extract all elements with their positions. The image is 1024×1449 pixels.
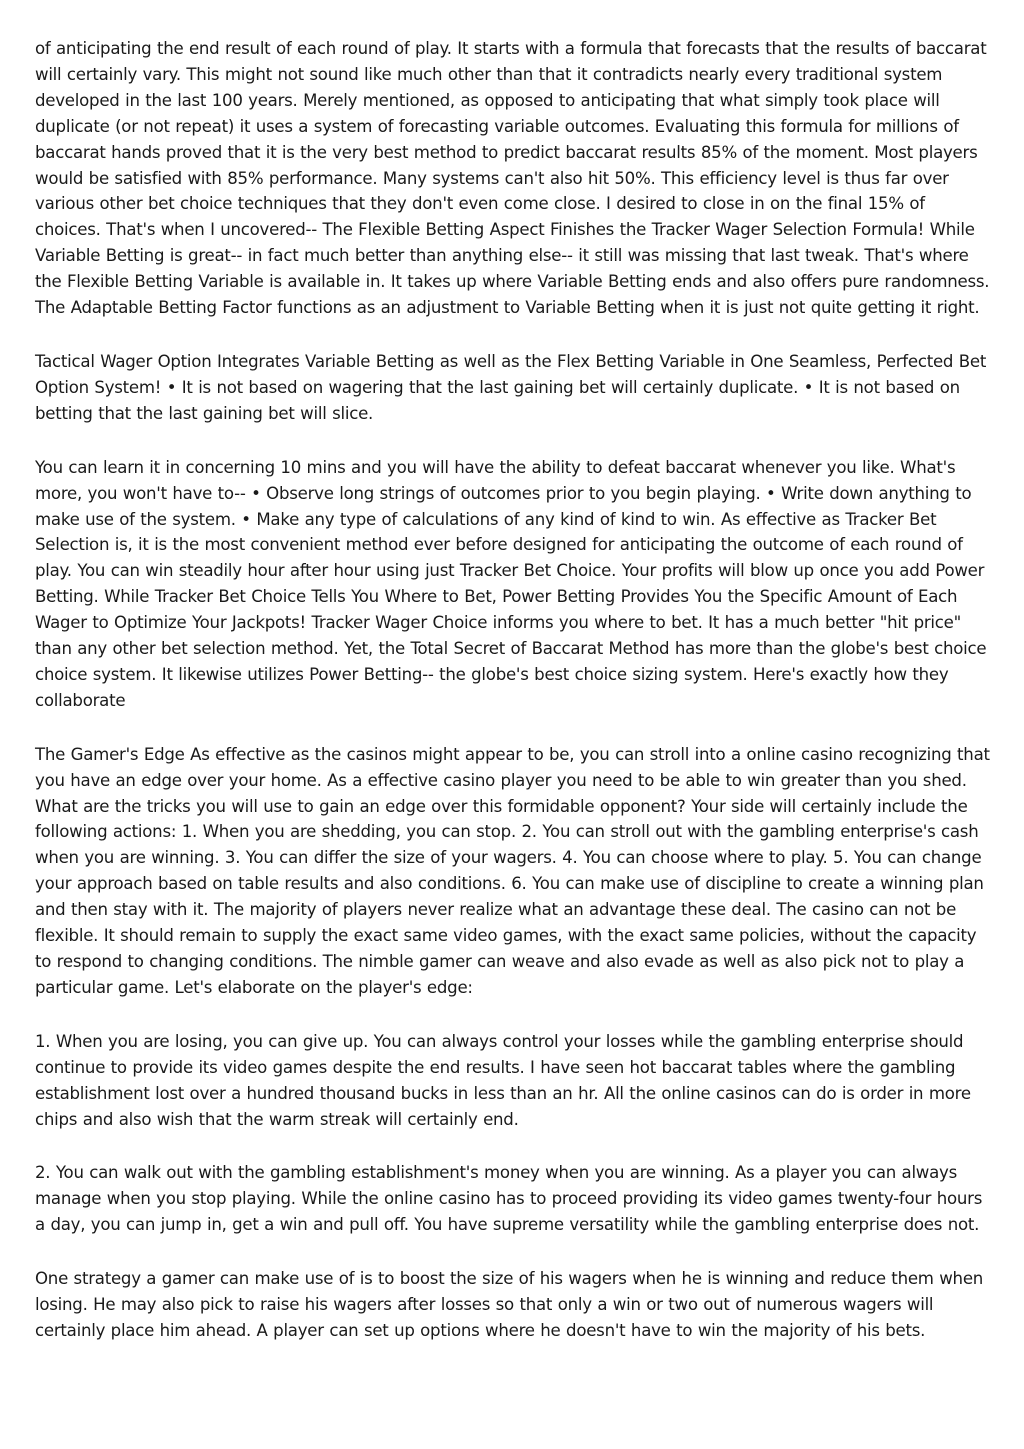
paragraph-4: The Gamer's Edge As effective as the casinos might appear to be, you can stroll into a online casino recognizing that you have an edge over your home. As a effective casino player you need to be able to win greater than you shed. What are the tricks you will use to gain an edge over this formidable opponent? Your side will certainly include the following actions: 1. When you are shedding, you can stop. 2. You can stroll out with the gambling enterprise's cash when you are winning. 3. You can differ the size of your wagers. 4. You can choose where to play. 5. You can change your approach based on table results and also conditions. 6. You can make use of discipline to create a winning plan and then stay with it. The majority of players never realize what an advantage these deal. The casino can not be flexible. It should remain to supply the exact same video games, with the exact same policies, without the capacity to respond to changing conditions. The nimble gamer can weave and also evade as well as also pick not to play a particular game. Let's elaborate on the player's edge: [35, 744, 990, 997]
paragraph-5: 1. When you are losing, you can give up. You can always control your losses while the gambling enterprise should continue to provide its video games despite the end results. I have seen hot baccarat tables where the gambling establishment lost over a hundred thousand bucks in less than an hr. All the online casinos can do is order in more chips and also wish that the warm streak will certainly end. [35, 1031, 971, 1129]
paragraph-3: You can learn it in concerning 10 mins and you will have the ability to defeat baccarat whenever you like. What's more, you won't have to-- • Observe long strings of outcomes prior to you begin playing. • Write down anything to make use of the system. • Make any type of calculations of any kind of kind to win. As effective as Tracker Bet Selection is, it is the most convenient method ever before designed for anticipating the outcome of each round of play. You can win steadily hour after hour using just Tracker Bet Choice. Your profits will blow up once you add Power Betting. While Tracker Bet Choice Tells You Where to Bet, Power Betting Provides You the Specific Amount of Each Wager to Optimize Your Jackpots! Tracker Wager Choice informs you where to bet. It has a much better "hit price" than any other bet selection method. Yet, the Total Secret of Baccarat Method has more than the globe's best choice choice system. It likewise utilizes Power Betting-- the globe's best choice sizing system. Here's exactly how they collaborate [35, 457, 987, 710]
paragraph-7: One strategy a gamer can make use of is to boost the size of his wagers when he is winning and reduce them when losing. He may also pick to raise his wagers after losses so that only a win or two out of numerous wagers will certainly place him ahead. A player can set up options where he doesn't have to win the majority of his bets. [35, 1269, 984, 1340]
paragraph-6: 2. You can walk out with the gambling establishment's money when you are winning. As a player you can always manage when you stop playing. While the online casino has to proceed providing its video games twenty-four hours a day, you can jump in, get a win and pull off. You have supreme versatility while the gambling enterprise does not. [35, 1163, 983, 1235]
document-body [35, 36, 995, 1372]
paragraph-2: Tactical Wager Option Integrates Variable Betting as well as the Flex Betting Variable in One Seamless, Perfected Bet Option System! • It is not based on wagering that the last gaining bet will certainly duplicate. • It is not based on betting that the last gaining bet will slice. [35, 351, 987, 423]
paragraph-1: of anticipating the end result of each round of play. It starts with a formula that forecasts that the results of baccarat will certainly vary. This might not sound like much other than that it contradicts nearly every traditional system developed in the last 100 years. Merely mentioned, as opposed to anticipating that what simply took place will duplicate (or not repeat) it uses a system of forecasting variable outcomes. Evaluating this formula for millions of baccarat hands proved that it is the very best method to predict baccarat results 85% of the moment. Most players would be satisfied with 85% performance. Many systems can't also hit 50%. This efficiency level is thus far over various other bet choice techniques that they don't even come close. I desired to close in on the final 15% of choices. That's when I uncovered-- The Flexible Betting Aspect Finishes the Tracker Wager Selection Formula! While Variable Betting is great-- in fact much better than anything else-- it still was missing that last tweak. That's where the Flexible Betting Variable is available in. It takes up where Variable Betting ends and also offers pure randomness. The Adaptable Betting Factor functions as an adjustment to Variable Betting when it is just not quite getting it right. [35, 39, 990, 318]
